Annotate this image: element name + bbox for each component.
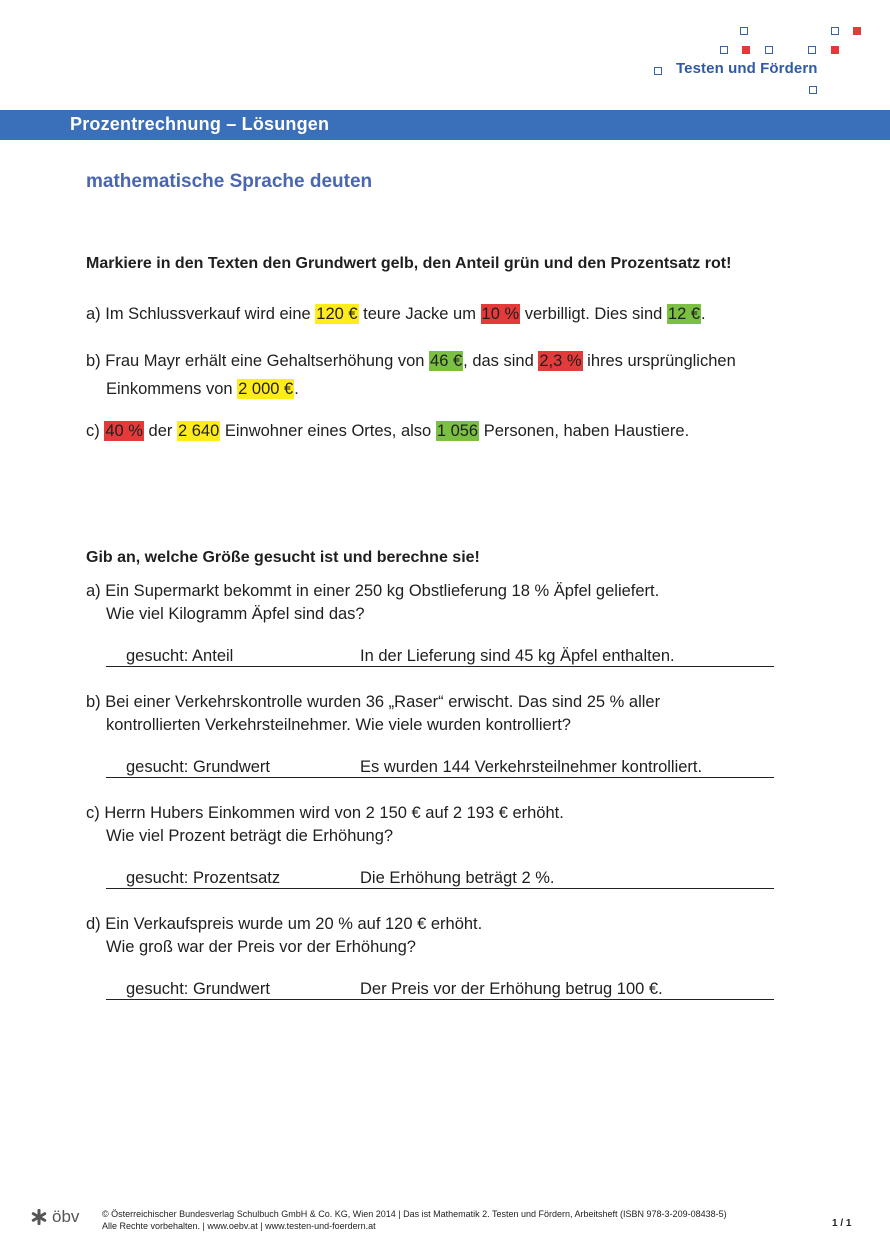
gesucht-label: gesucht: Prozentsatz [126,869,281,887]
logo-square [808,46,816,54]
gesucht-label: gesucht: Grundwert [126,980,270,998]
answer-text: Die Erhöhung beträgt 2 %. [360,869,555,887]
exercise-1b-line2 [106,379,299,399]
text: . [294,380,299,398]
text: verbilligt. Dies sind [520,305,667,323]
highlight-prozentsatz: 10 % [481,305,520,323]
footer-line-1: © Österreichischer Bundesverlag Schulbuch GmbH & Co. KG, Wien 2014 | Das ist Mathematik 2. Testen und Fördern, Arbeitsheft (ISBN 978-3-209-08438-5) [102,1209,727,1219]
text: c) [86,422,105,440]
highlight-prozentsatz: 2,3 % [539,352,582,370]
logo-square [853,27,861,35]
gesucht-label: gesucht: Anteil [126,647,234,665]
answer-line-2a [106,646,774,667]
logo-square [765,46,773,54]
footer-line-2: Alle Rechte vorbehalten. | www.oebv.at | www.testen-und-foerdern.at [102,1221,376,1231]
brand-name: Testen und Fördern [676,60,818,77]
highlight-grundwert: 120 € [316,305,358,323]
exercise-2d-line2: Wie groß war der Preis vor der Erhöhung? [106,938,416,956]
highlight-anteil: 1 056 [436,422,479,440]
exercise-2a-line1: a) Ein Supermarkt bekommt in einer 250 kg Obstlieferung 18 % Äpfel geliefert. [86,582,660,600]
page-title: Prozentrechnung – Lösungen [70,114,330,134]
text: der [143,422,177,440]
logo-square [654,67,662,75]
text: . [701,305,706,323]
answer-line-2b [106,757,774,778]
exercise-2c-line1: c) Herrn Hubers Einkommen wird von 2 150 € auf 2 193 € erhöht. [86,804,564,822]
exercise-1c [86,421,689,441]
text: Personen, haben Haustiere. [479,422,690,440]
exercise-2d-line1: d) Ein Verkaufspreis wurde um 20 % auf 120 € erhöht. [86,915,483,933]
text: Einkommens von [106,380,238,398]
task-instruction-2: Gib an, welche Größe gesucht ist und berechne sie! [86,549,480,566]
gesucht-label: gesucht: Grundwert [126,758,270,776]
answer-text: In der Lieferung sind 45 kg Äpfel enthalten. [360,647,675,665]
text: a) Im Schlussverkauf wird eine [86,305,316,323]
publisher-logo [30,1207,79,1227]
highlight-prozentsatz: 40 % [105,422,143,440]
exercise-1b-line1 [86,351,736,371]
answer-line-2c [106,868,774,889]
exercise-2a-line2: Wie viel Kilogramm Äpfel sind das? [106,605,365,623]
answer-line-2d [106,979,774,1000]
logo-square [831,27,839,35]
text: , das sind [463,352,539,370]
publisher-logo-text: öbv [52,1207,80,1226]
exercise-2b-line2: kontrollierten Verkehrsteilnehmer. Wie viele wurden kontrolliert? [106,716,571,734]
highlight-grundwert: 2 000 € [238,380,294,398]
text: Einwohner eines Ortes, also [220,422,436,440]
answer-text: Es wurden 144 Verkehrsteilnehmer kontrolliert. [360,758,703,776]
footer-copyright [102,1208,727,1232]
publisher-star-icon [30,1208,48,1226]
exercise-1a [86,304,706,324]
text: teure Jacke um [358,305,481,323]
task-instruction-1: Markiere in den Texten den Grundwert gelb, den Anteil grün und den Prozentsatz rot! [86,255,732,272]
exercise-2b-line1: b) Bei einer Verkehrskontrolle wurden 36 „Raser“ erwischt. Das sind 25 % aller [86,693,661,711]
logo-square [740,27,748,35]
logo-square [831,46,839,54]
logo-square [720,46,728,54]
text: b) Frau Mayr erhält eine Gehaltserhöhung von [86,352,430,370]
page-number: 1 / 1 [832,1218,852,1229]
highlight-anteil: 46 € [430,352,463,370]
answer-text: Der Preis vor der Erhöhung betrug 100 €. [360,980,663,998]
highlight-anteil: 12 € [667,305,701,323]
section-subtitle: mathematische Sprache deuten [86,171,373,192]
text: ihres ursprünglichen [582,352,736,370]
logo-square [742,46,750,54]
exercise-2c-line2: Wie viel Prozent beträgt die Erhöhung? [106,827,394,845]
logo-square [809,86,817,94]
highlight-grundwert: 2 640 [177,422,220,440]
